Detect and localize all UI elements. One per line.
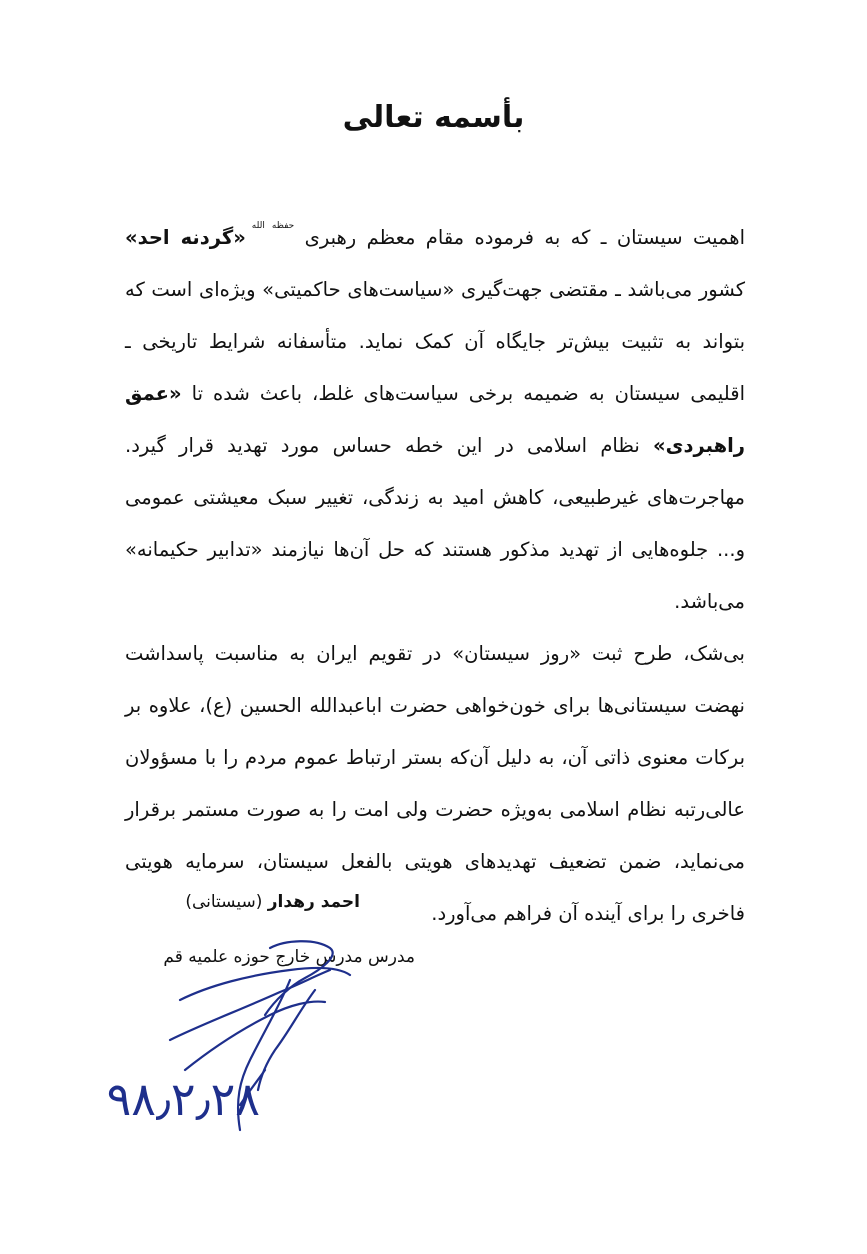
author-role: مدرس مدرس خارج حوزه علمیه قم — [163, 947, 415, 967]
letter-body — [125, 200, 745, 940]
paragraph-1-part-3: نظام اسلامی در این خطه حساس مورد تهدید قرار گیرد. مهاجرت‌های غیرطبیعی، کاهش امید به زندگی، تغییر سبک معیشتی عمومی و... جلوه‌هایی از تهدید مذکور هستند که حل آن‌ها نیازمند «تدابیر حکیمانه» می‌باشد. — [125, 434, 745, 613]
page-heading: بأسمه تعالی — [342, 100, 525, 135]
author-name: احمد رهدار — [267, 892, 360, 912]
author-line — [140, 892, 360, 912]
honorific-superscript: حفظه الله — [251, 221, 295, 231]
quoted-bold-phrase-2: «عمق راهبردی» — [125, 382, 745, 457]
signature-stroke — [258, 990, 315, 1090]
signature-stroke — [185, 1002, 325, 1070]
signature-date: ۹۸٫۲٫۲۸ — [106, 1072, 260, 1126]
paragraph-1 — [125, 200, 745, 628]
signature-stroke — [170, 970, 330, 1040]
paragraph-1-prefix: اهمیت سیستان ـ که به فرموده مقام معظم رهبری — [304, 226, 746, 249]
paragraph-2: بی‌شک، طرح ثبت «روز سیستان» در تقویم ایران به مناسبت پاسداشت نهضت سیستانی‌ها برای خون‌خواهی حضرت اباعبدالله الحسین (ع)، علاوه بر برکات معنوی ذاتی آن، به دلیل آن‌که بستر ارتباط عموم مردم را با مسؤولان عالی‌رتبه نظام اسلامی به‌ویژه حضرت ولی امت را به صورت مستمر برقرار می‌نماید، ضمن تضعیف تهدیدهای هویتی بالفعل سیستان، سرمایه هویتی فاخری را برای آینده آن فراهم می‌آورد. — [125, 642, 745, 925]
handwritten-signature — [106, 930, 440, 1160]
author-suffix: (سیستانی) — [185, 892, 263, 912]
paragraph-1-part-2: کشور می‌باشد ـ مقتضی جهت‌گیری «سیاست‌های حاکمیتی» ویژه‌ای است که بتواند به تثبیت بیش‌تر جایگاه آن کمک نماید. متأسفانه شرایط تاریخی ـ اقلیمی سیستان به ضمیمه برخی سیاست‌های غلط، باعث شده تا — [125, 278, 746, 405]
quoted-bold-phrase-1: «گردنه احد» — [125, 226, 246, 249]
